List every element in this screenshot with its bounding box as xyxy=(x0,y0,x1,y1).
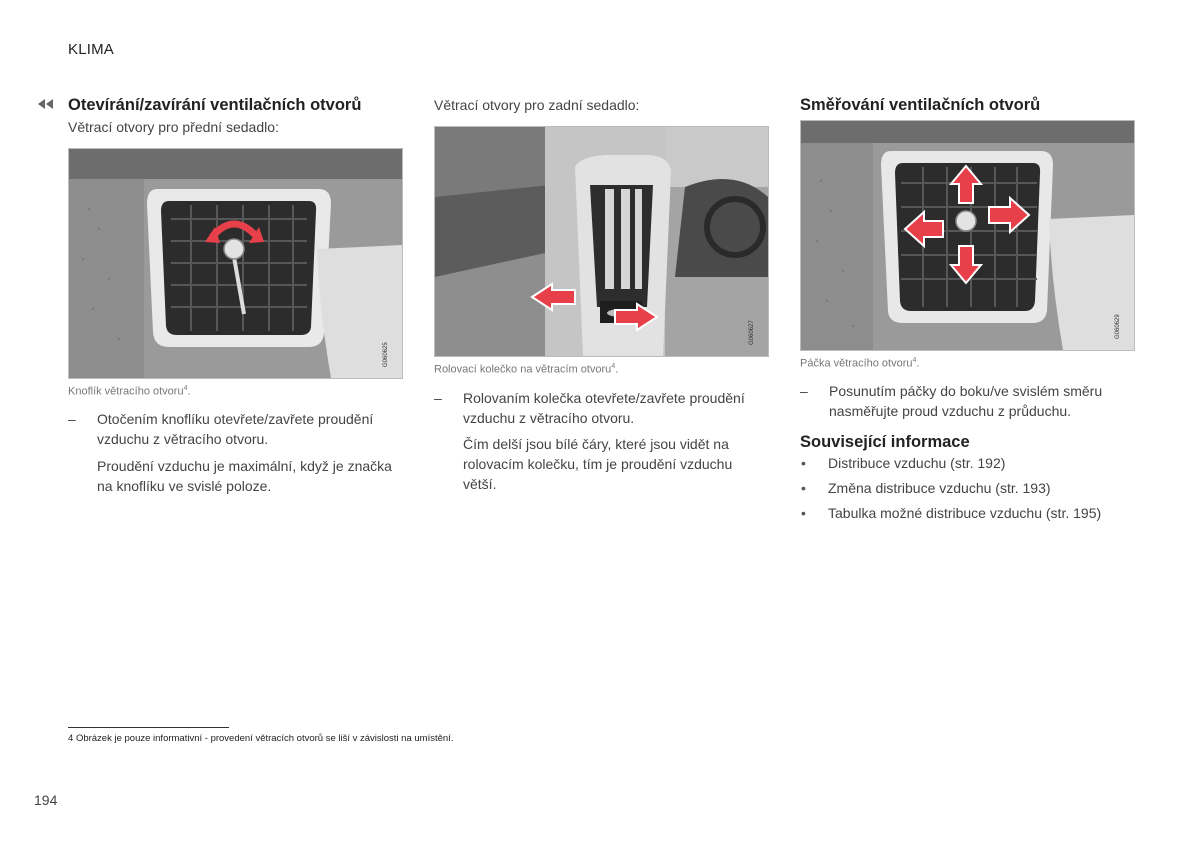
section-label: KLIMA xyxy=(68,41,115,58)
rear-vent-note: Čím delší jsou bílé čáry, které jsou vidět na rolovacím kolečku, tím je proudění vzduchu větší. xyxy=(463,436,733,492)
footnote-divider xyxy=(68,727,229,728)
instruction-text: Rolovaním kolečka otevřete/zavřete proudění vzduchu z větracího otvoru. xyxy=(463,390,745,426)
image-code: G060625 xyxy=(383,342,389,367)
caption-text: Rolovací kolečko na větracím otvoru xyxy=(434,363,612,376)
related-link[interactable]: • Distribuce vzduchu (str. 192) xyxy=(800,451,1160,476)
instruction-text: Otočením knoflíku otevřete/zavřete proudění vzduchu z větracího otvoru. xyxy=(97,411,374,447)
page-number: 194 xyxy=(34,792,58,808)
dash-marker: – xyxy=(68,411,76,427)
dash-marker: – xyxy=(434,390,442,406)
related-link[interactable]: • Tabulka možné distribuce vzduchu (str. 195) xyxy=(800,501,1160,526)
rear-vent-caption: Rolovací kolečko na větracím otvoru$^4$. xyxy=(434,363,619,376)
related-links-list xyxy=(800,451,1160,526)
front-vent-note: Proudění vzduchu je maximální, když je značka na knoflíku ve svislé poloze. xyxy=(97,458,392,494)
rear-seat-intro: Větrací otvory pro zadní sedadlo: xyxy=(434,97,640,113)
footnote-number: 4 xyxy=(68,733,74,744)
vent-lever-instruction xyxy=(800,381,1133,421)
related-info-heading: Související informace xyxy=(800,433,970,451)
footnote-ref[interactable]: 4 xyxy=(912,357,917,364)
instruction-text: Posunutím páčky do boku/ve svislém směru nasměřujte proud vzduchu z průduchu. xyxy=(829,383,1103,419)
section-heading-open-close: Otevírání/zavírání ventilačních otvorů xyxy=(68,96,362,114)
front-seat-intro: Větrací otvory pro přední sedadlo: xyxy=(68,119,279,135)
dash-marker: – xyxy=(800,383,808,399)
section-heading-direction: Směřování ventilačních otvorů xyxy=(800,96,1041,114)
footnote-ref[interactable]: 4 xyxy=(611,363,616,370)
vent-lever-caption: Páčka větracího otvoru$^4$. xyxy=(800,357,920,370)
footnote xyxy=(68,733,453,744)
related-link[interactable]: • Změna distribuce vzduchu (str. 193) xyxy=(800,476,1160,501)
front-vent-caption: Knoflík větracího otvoru$^4$. xyxy=(68,385,191,398)
image-code: G060627 xyxy=(749,320,755,345)
caption-text: Knoflík větracího otvoru xyxy=(68,385,184,398)
double-chevron-left-icon[interactable] xyxy=(36,98,56,110)
rear-vent-instruction xyxy=(434,388,767,428)
vent-lever-image xyxy=(800,120,1135,351)
footnote-ref[interactable]: 4 xyxy=(183,385,188,392)
caption-text: Páčka větracího otvoru xyxy=(800,357,913,370)
rear-vent-image xyxy=(434,126,769,357)
front-vent-instruction xyxy=(68,409,400,449)
front-vent-image xyxy=(68,148,403,379)
image-code: G060629 xyxy=(1115,314,1121,339)
footnote-text: Obrázek je pouze informativní - provedení větracích otvorů se liší v závislosti na umístění. xyxy=(75,733,454,744)
